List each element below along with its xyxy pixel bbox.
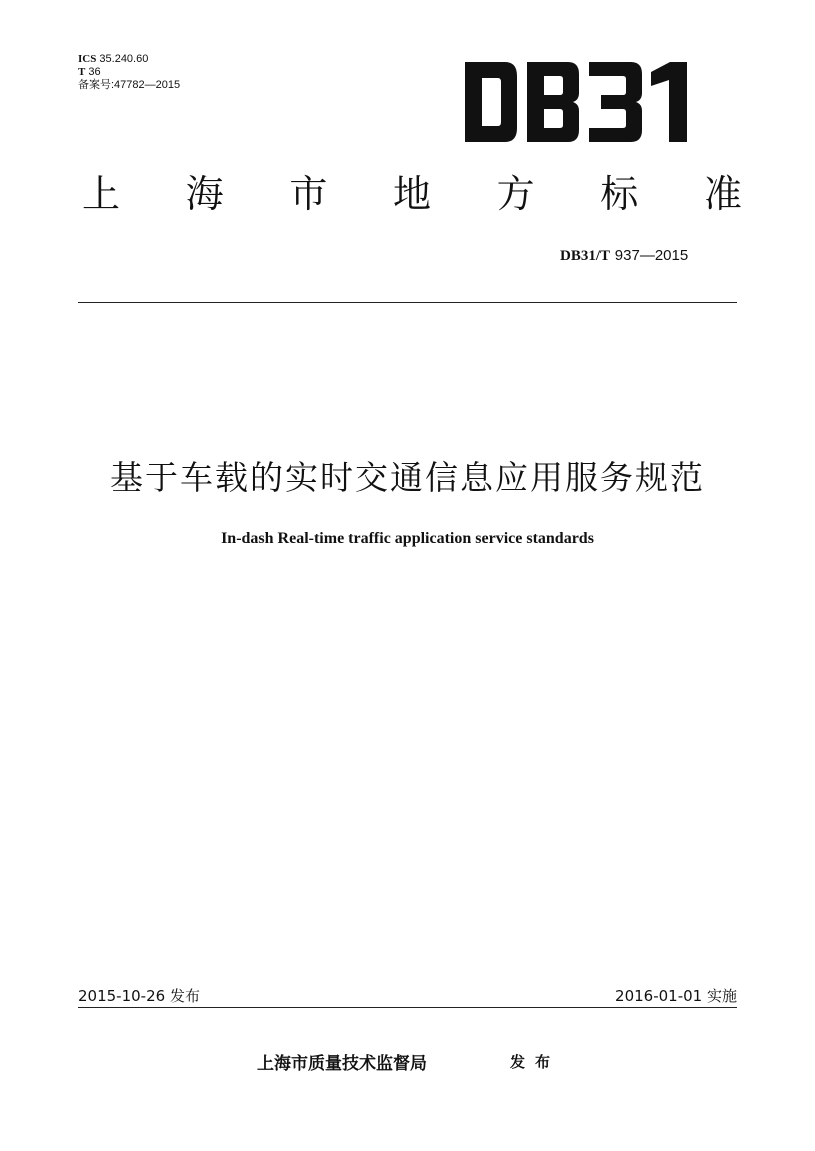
record-label: 备案号 — [78, 79, 111, 91]
db31-logo — [465, 62, 690, 142]
ics-line — [78, 53, 180, 66]
standard-number — [560, 246, 688, 265]
issue-action: 发布 — [510, 1053, 561, 1071]
agency-char: 市 — [289, 172, 328, 216]
agency-char: 海 — [185, 172, 224, 216]
ics-value: 35.240.60 — [99, 53, 149, 65]
class-line — [78, 66, 180, 79]
bottom-divider — [78, 1007, 737, 1008]
class-label: T — [78, 66, 86, 78]
agency-char: 上 — [82, 172, 121, 216]
standard-code: DB31/T — [560, 248, 611, 264]
document-title-chinese: 基于车载的实时交通信息应用服务规范 — [110, 458, 705, 497]
agency-char: 方 — [496, 172, 535, 216]
classification-block — [78, 53, 180, 92]
agency-char: 地 — [392, 172, 431, 216]
publish-date: 2015-10-26 发布 — [78, 987, 200, 1005]
record-line — [78, 79, 180, 92]
agency-char: 准 — [703, 172, 742, 216]
top-divider — [78, 302, 737, 303]
class-value: 36 — [88, 66, 101, 78]
issuing-authority: 上海市质量技术监督局 — [257, 1054, 427, 1074]
standard-serial: 937—2015 — [614, 247, 689, 264]
ics-label: ICS — [78, 53, 97, 65]
agency-heading — [82, 170, 742, 218]
effective-date: 2016-01-01 实施 — [615, 987, 737, 1005]
agency-char: 标 — [600, 172, 639, 216]
record-value: :47782—2015 — [111, 79, 181, 91]
db31-logo-graphic — [465, 62, 690, 142]
document-title-english: In-dash Real-time traffic application service standards — [221, 530, 594, 547]
